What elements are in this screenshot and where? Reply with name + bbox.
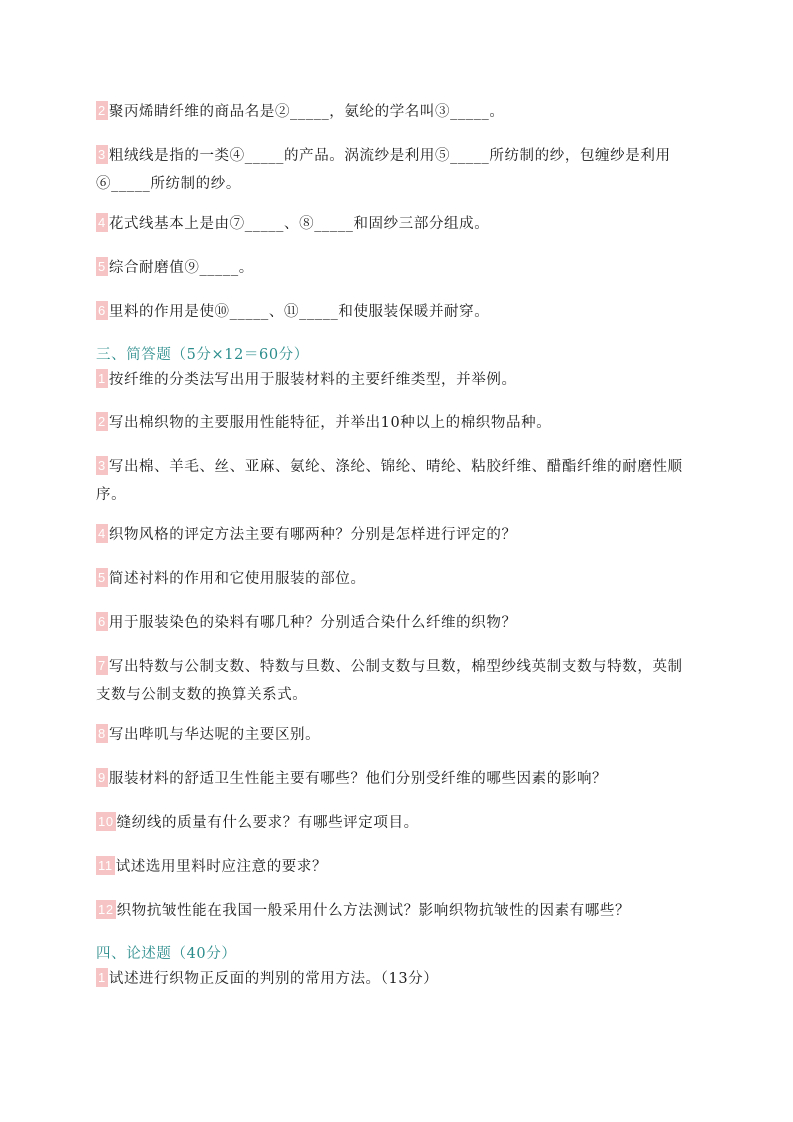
- question-number: 6: [98, 303, 106, 318]
- question-number: 3: [98, 458, 106, 473]
- question-number: 5: [98, 259, 106, 274]
- short-answer-question-10: [96, 809, 696, 837]
- question-text: 用于服装染色的染料有哪几种？分别适合染什么纤维的织物？: [108, 615, 517, 631]
- question-number: 2: [98, 103, 106, 118]
- question-text: 花式线基本上是由⑦_____、⑧_____和固纱三部分组成。: [108, 216, 490, 232]
- question-text: 写出特数与公制支数、特数与旦数、公制支数与旦数，棉型纱线英制支数与特数，英制支数与公制支数的换算关系式。: [96, 659, 683, 703]
- question-number: 8: [98, 726, 106, 741]
- question-text: 聚丙烯睛纤维的商品名是②_____，氨纶的学名叫③_____。: [108, 104, 505, 120]
- short-answer-question-2: [96, 409, 696, 437]
- question-number: 11: [98, 858, 113, 873]
- question-number: 5: [98, 570, 106, 585]
- question-text: 粗绒线是指的一类④_____的产品。涡流纱是利用⑤_____所纺制的纱，包缠纱是利用⑥_____所纺制的纱。: [96, 148, 671, 192]
- question-number: 2: [98, 414, 106, 429]
- short-answer-question-12: [96, 897, 696, 925]
- section-heading-short-answer: 三、简答题（5分×12＝60分）: [96, 347, 309, 363]
- section-heading-essay: 四、论述题（40分）: [96, 946, 237, 962]
- question-text: 写出棉织物的主要服用性能特征，并举出10种以上的棉织物品种。: [108, 415, 552, 431]
- short-answer-question-11: [96, 853, 696, 881]
- question-number: 1: [98, 371, 106, 386]
- question-number: 10: [98, 814, 114, 829]
- short-answer-question-7: [96, 653, 696, 709]
- short-answer-question-8: [96, 721, 696, 749]
- question-number: 12: [98, 902, 114, 917]
- short-answer-question-1: [96, 366, 696, 394]
- question-number: 7: [98, 658, 106, 673]
- question-number: 3: [98, 147, 106, 162]
- question-number: 4: [98, 215, 106, 230]
- question-text: 综合耐磨值⑨_____。: [108, 260, 254, 276]
- fill-in-question-5: [96, 254, 696, 282]
- question-number: 1: [98, 970, 106, 985]
- question-text: 简述衬料的作用和它使用服装的部位。: [108, 571, 366, 587]
- question-text: 试述选用里料时应注意的要求？: [115, 859, 328, 875]
- question-text: 织物抗皱性能在我国一般采用什么方法测试？影响织物抗皱性的因素有哪些？: [116, 903, 631, 919]
- question-text: 里料的作用是使⑩_____、⑪_____和使服装保暖并耐穿。: [108, 304, 490, 320]
- question-text: 写出棉、羊毛、丝、亚麻、氨纶、涤纶、锦纶、晴纶、粘胶纤维、醋酯纤维的耐磨性顺序。: [96, 459, 683, 503]
- fill-in-question-3: [96, 142, 696, 198]
- question-text: 服装材料的舒适卫生性能主要有哪些？他们分别受纤维的哪些因素的影响？: [108, 771, 608, 787]
- question-text: 织物风格的评定方法主要有哪两种？分别是怎样进行评定的？: [108, 527, 517, 543]
- question-text: 按纤维的分类法写出用于服装材料的主要纤维类型，并举例。: [108, 372, 517, 388]
- question-number: 6: [98, 614, 106, 629]
- question-text: 试述进行织物正反面的判别的常用方法。（13分）: [108, 971, 439, 987]
- fill-in-question-4: [96, 210, 696, 238]
- question-text: 缝纫线的质量有什么要求？有哪些评定项目。: [116, 815, 419, 831]
- fill-in-question-6: [96, 298, 696, 326]
- fill-in-question-2: [96, 98, 696, 126]
- essay-question-1: [96, 965, 696, 993]
- short-answer-question-6: [96, 609, 696, 637]
- short-answer-question-5: [96, 565, 696, 593]
- question-number: 9: [98, 770, 106, 785]
- question-text: 写出哔叽与华达呢的主要区别。: [108, 727, 321, 743]
- short-answer-question-9: [96, 765, 696, 793]
- short-answer-question-3: [96, 453, 696, 509]
- short-answer-question-4: [96, 521, 696, 549]
- question-number: 4: [98, 526, 106, 541]
